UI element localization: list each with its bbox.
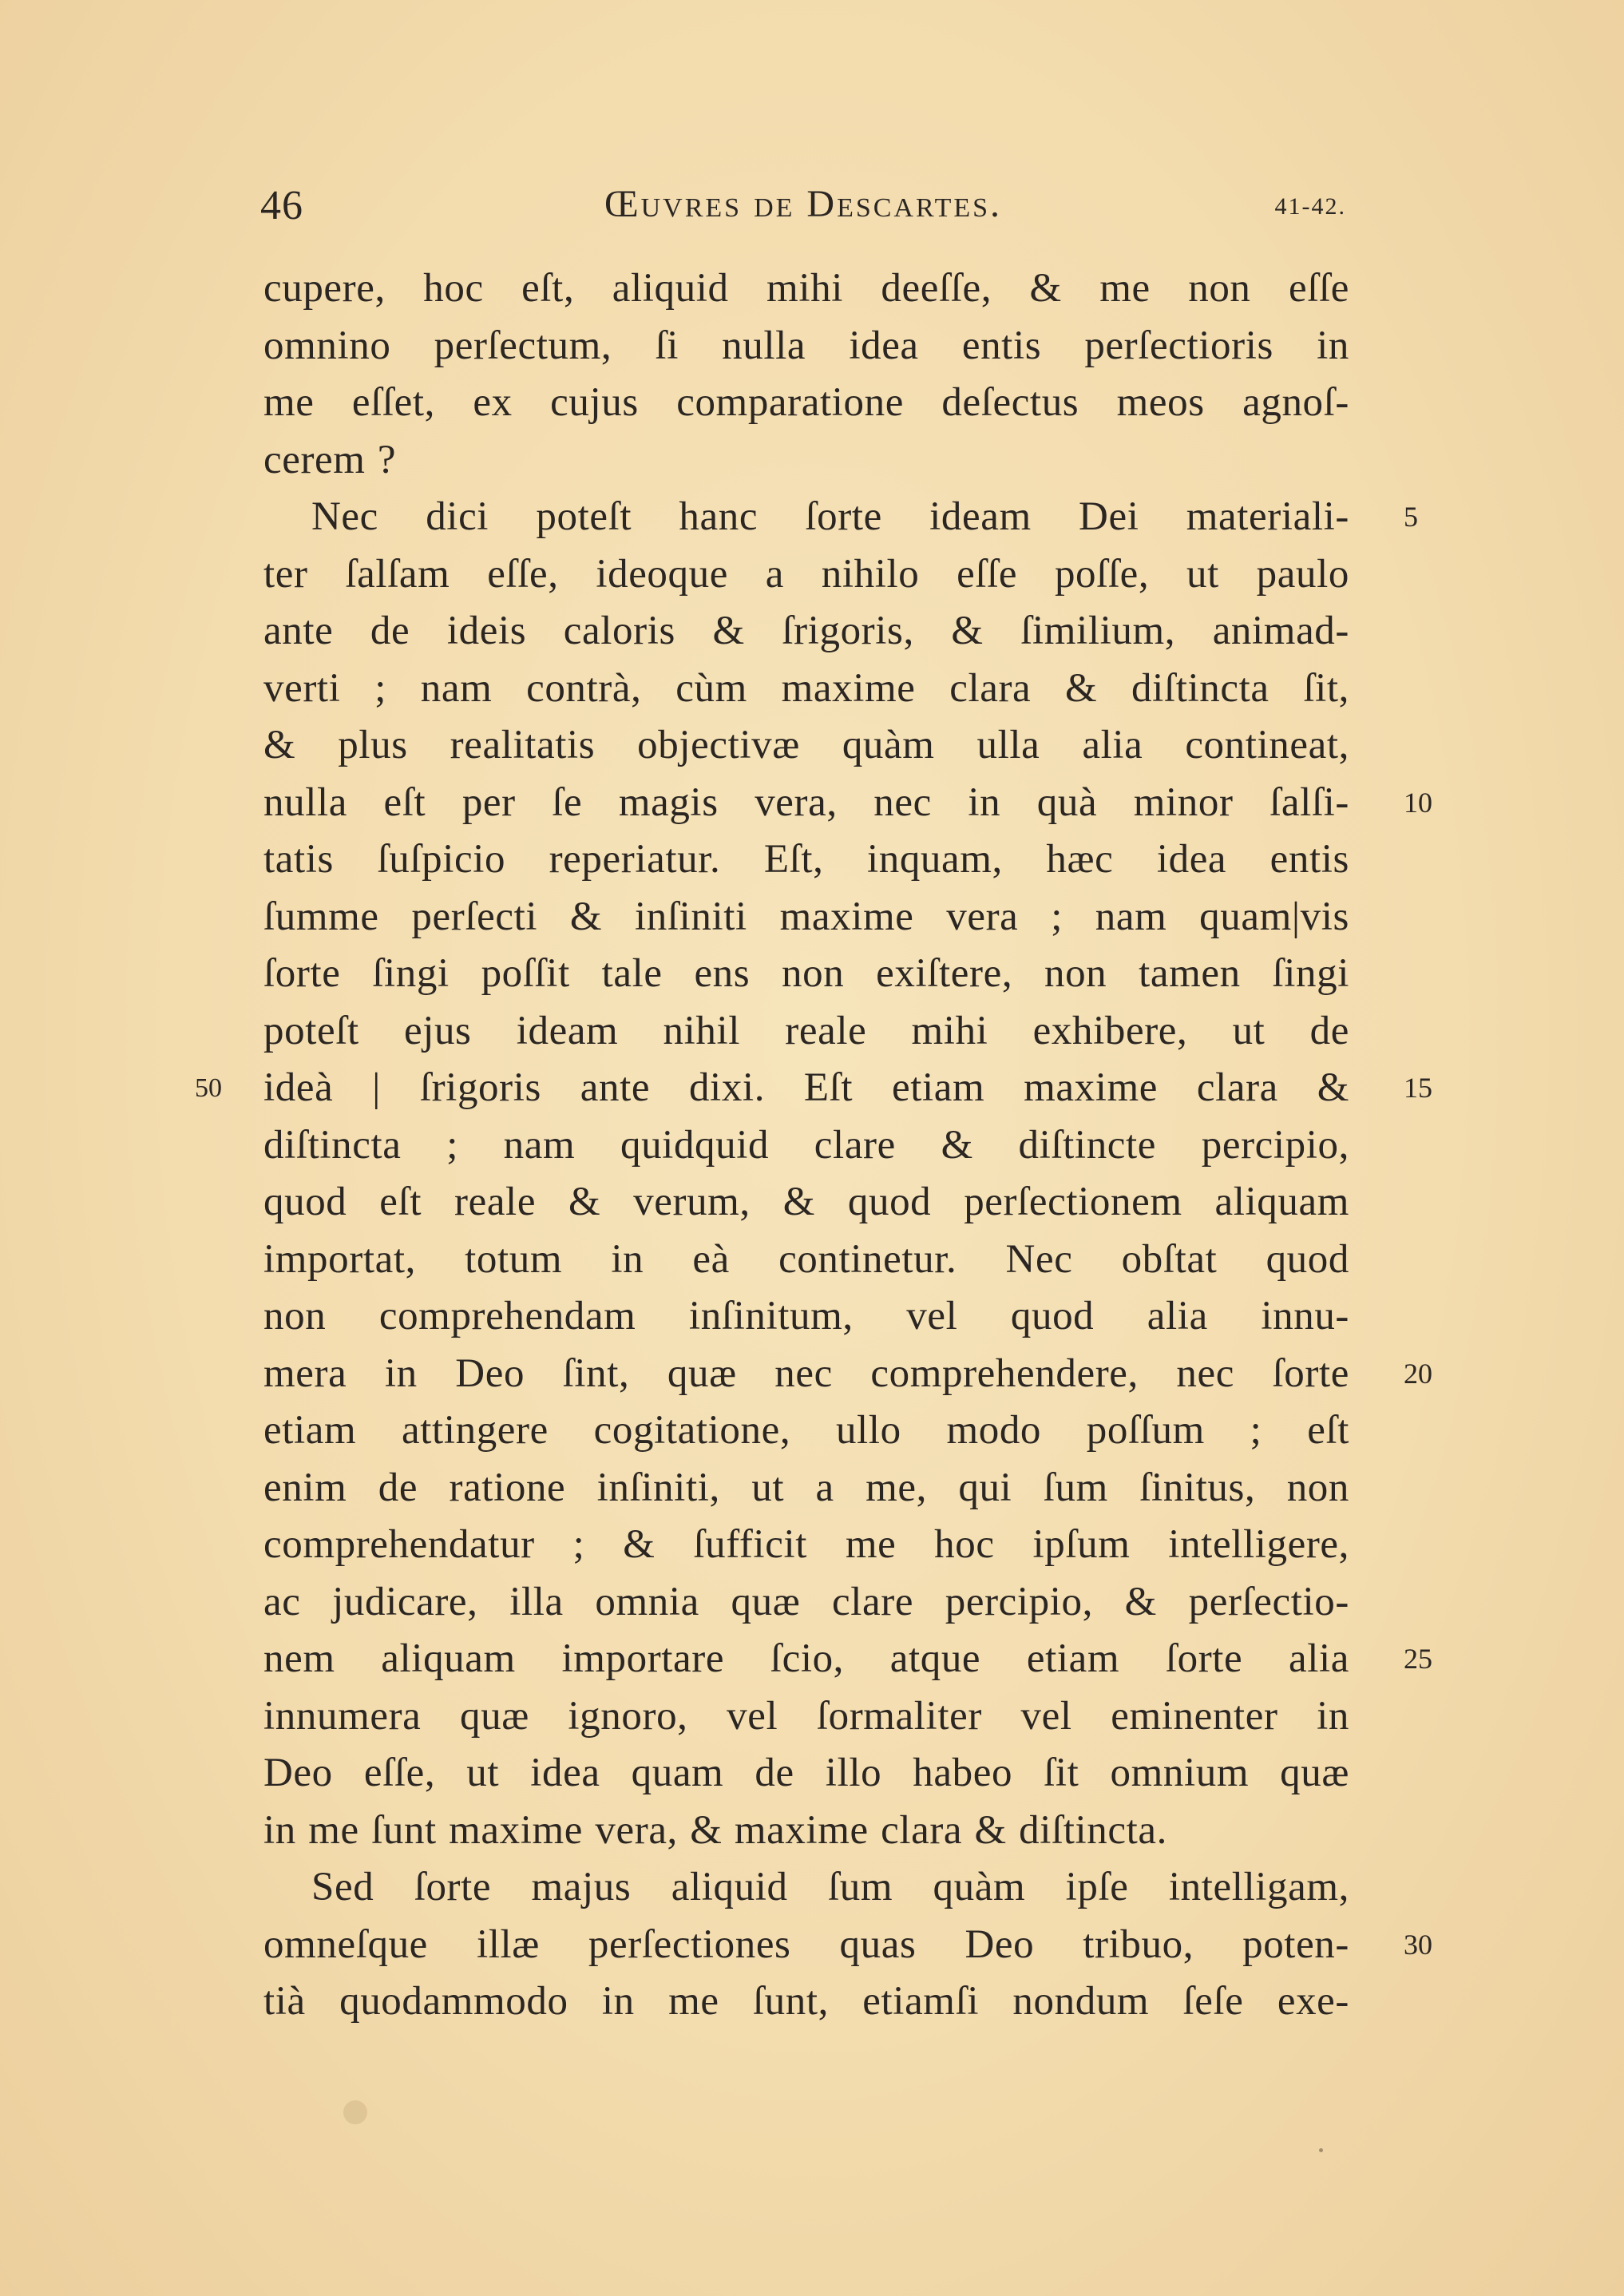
text-line: ſorte ſingi poſſit tale ens non exiſtere, non tamen ſingi — [263, 951, 1349, 996]
text-line: omnino perſectum, ſi nulla idea entis perſectioris in — [263, 323, 1349, 368]
text-line: poteſt ejus ideam nihil reale mihi exhibere, ut de — [263, 1008, 1349, 1053]
text-line: me eſſet, ex cujus comparatione deſectus meos agnoſ- — [263, 380, 1349, 425]
text-line: in me ſunt maxime vera, & maxime clara & diſtincta. — [263, 1807, 1168, 1853]
text-line: enim de ratione inſiniti, ut a me, qui ſum ſinitus, non — [263, 1465, 1349, 1510]
text-line: tià quodammodo in me ſunt, etiamſi nondum ſeſe exe- — [263, 1979, 1349, 2024]
paper-speck — [1319, 2148, 1323, 2152]
text-line: importat, totum in eà continetur. Nec obſtat quod — [263, 1236, 1349, 1282]
text-line: innumera quæ ignoro, vel ſormaliter vel eminenter in — [263, 1693, 1349, 1739]
running-title: Œuvres de Descartes. — [604, 183, 1003, 225]
text-line: nem aliquam importare ſcio, atque etiam ſorte alia — [263, 1636, 1349, 1681]
text-line: mera in Deo ſint, quæ nec comprehendere, nec ſorte — [263, 1350, 1349, 1396]
text-line: quod eſt reale & verum, & quod perſectionem aliquam — [263, 1180, 1349, 1224]
text-line: tatis ſuſpicio reperiatur. Eſt, inquam, hæc idea entis — [263, 837, 1349, 882]
text-line: omneſque illæ perſectiones quas Deo tribuo, poten- — [263, 1921, 1349, 1967]
text-line: diſtincta ; nam quidquid clare & diſtincte percipio, — [263, 1122, 1349, 1168]
text-line: cerem ? — [263, 437, 397, 482]
text-line: Sed ſorte majus aliquid ſum quàm ipſe intelligam, — [311, 1865, 1349, 1909]
text-line: nulla eſt per ſe magis vera, nec in quà minor ſalſi- — [263, 779, 1349, 825]
body-text — [195, 260, 1432, 2031]
margin-line-number: 15 — [1404, 1072, 1432, 1104]
text-line: etiam attingere cogitatione, ullo modo poſſum ; eſt — [263, 1408, 1349, 1453]
page-header — [260, 182, 1346, 238]
text-line: Nec dici poteſt hanc ſorte ideam Dei materiali- — [311, 494, 1349, 539]
paper-stain — [343, 2100, 367, 2124]
text-line: & plus realitatis objectivæ quàm ulla alia contineat, — [263, 723, 1349, 767]
text-line: comprehendatur ; & ſufficit me hoc ipſum intelligere, — [263, 1522, 1349, 1567]
text-line: ter ſalſam eſſe, ideoque a nihilo eſſe poſſe, ut paulo — [263, 551, 1349, 597]
text-line: ac judicare, illa omnia quæ clare percipio, & perſectio- — [263, 1579, 1349, 1624]
text-line: cupere, hoc eſt, aliquid mihi deeſſe, & me non eſſe — [263, 266, 1349, 311]
text-line: verti ; nam contrà, cùm maxime clara & diſtincta ſit, — [263, 665, 1349, 711]
margin-line-number: 20 — [1404, 1357, 1432, 1390]
text-line: ſumme perſecti & inſiniti maxime vera ; nam quam|vis — [263, 894, 1349, 939]
text-line: ideà | ſrigoris ante dixi. Eſt etiam maxime clara & — [263, 1065, 1349, 1110]
margin-line-number: 25 — [1404, 1643, 1432, 1675]
text-line: Deo eſſe, ut idea quam de illo habeo ſit omnium quæ — [263, 1751, 1349, 1795]
page-number: 46 — [260, 183, 303, 228]
margin-line-number: 5 — [1404, 501, 1418, 533]
text-line: ante de ideis caloris & ſrigoris, & ſimilium, animad- — [263, 609, 1349, 653]
folio-reference: 41-42. — [1274, 193, 1346, 220]
margin-line-number: 30 — [1404, 1928, 1432, 1961]
margin-page-reference: 50 — [195, 1073, 222, 1103]
margin-line-number: 10 — [1404, 786, 1432, 819]
text-line: non comprehendam inſinitum, vel quod alia innu- — [263, 1294, 1349, 1338]
